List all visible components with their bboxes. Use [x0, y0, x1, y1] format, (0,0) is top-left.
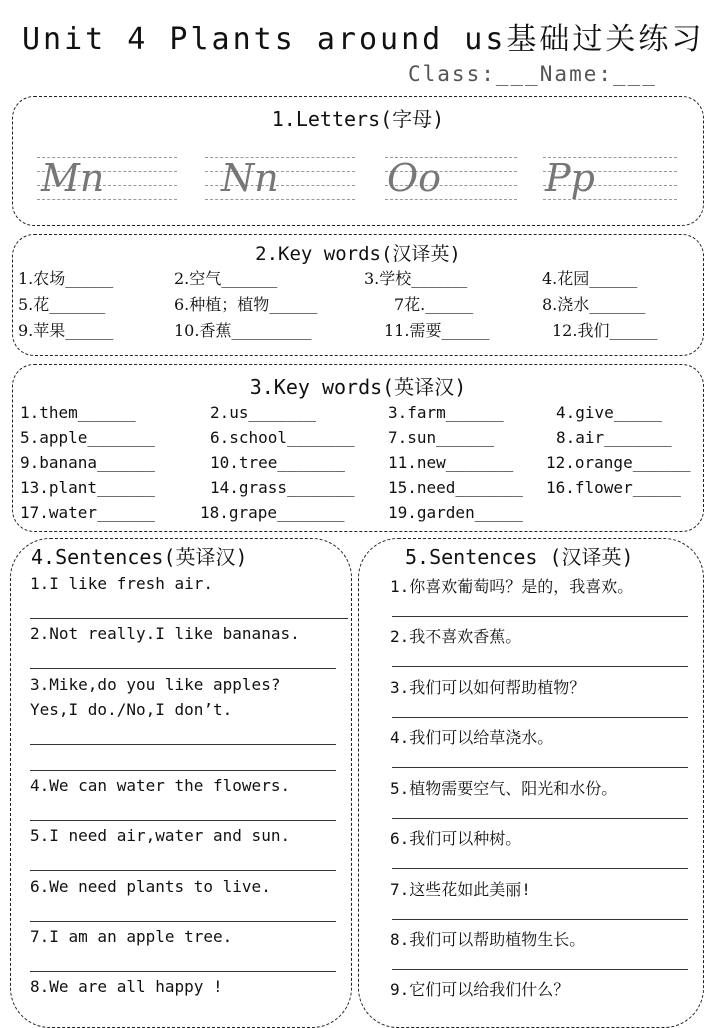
keyword-item[interactable]: 8.浇水_______ — [542, 295, 646, 314]
keyword-item[interactable]: 12.orange______ — [546, 453, 691, 472]
keyword-item[interactable]: 1.农场______ — [18, 269, 114, 288]
answer-line[interactable] — [392, 767, 688, 768]
sentence-item: 3.Mike,do you like apples? — [30, 675, 281, 694]
keyword-item[interactable]: 3.学校_______ — [364, 269, 468, 288]
keyword-item[interactable]: 16.flower_____ — [546, 478, 681, 497]
answer-line[interactable] — [30, 971, 336, 972]
letter-practice-mn[interactable] — [37, 151, 177, 207]
answer-line[interactable] — [392, 969, 688, 970]
answer-line[interactable] — [392, 818, 688, 819]
keyword-item[interactable]: 9.banana______ — [20, 453, 155, 472]
letter-oo: Oo — [387, 156, 442, 200]
keyword-item[interactable]: 17.water______ — [20, 503, 155, 522]
letter-practice-nn[interactable] — [205, 151, 355, 207]
keyword-item[interactable]: 13.plant______ — [20, 478, 155, 497]
keyword-item[interactable]: 8.air_______ — [556, 428, 672, 447]
keyword-item[interactable]: 6.种植；植物______ — [174, 295, 318, 314]
keyword-item[interactable]: 4.花园______ — [542, 269, 638, 288]
sentence-item: 6.We need plants to live. — [30, 877, 271, 896]
letter-pp: Pp — [545, 156, 595, 200]
keyword-item[interactable]: 3.farm______ — [388, 403, 504, 422]
keyword-item[interactable]: 15.need_______ — [388, 478, 523, 497]
keyword-item[interactable]: 11.需要______ — [384, 321, 490, 340]
answer-line[interactable] — [392, 868, 688, 869]
keyword-item[interactable]: 1.them______ — [20, 403, 136, 422]
keyword-item[interactable]: 18.grape_______ — [200, 503, 345, 522]
letter-nn: Nn — [221, 156, 279, 200]
sentence-item: 1.你喜欢葡萄吗？是的，我喜欢。 — [390, 577, 634, 596]
keyword-item[interactable]: 7.sun______ — [388, 428, 494, 447]
answer-line[interactable] — [30, 870, 336, 871]
answer-line[interactable] — [30, 668, 336, 669]
answer-line[interactable] — [30, 744, 336, 745]
keywords-en-cn-title: 3.Key words(英译汉) — [249, 375, 467, 399]
sentence-item: 1.I like fresh air. — [30, 574, 214, 593]
page-title: Unit 4 Plants around us基础过关练习 — [22, 22, 705, 57]
sentence-item: 5.I need air,water and sun. — [30, 826, 291, 845]
letters-section — [12, 96, 704, 226]
answer-line[interactable] — [392, 919, 688, 920]
keyword-item[interactable]: 5.花_______ — [18, 295, 106, 314]
keyword-item[interactable]: 19.garden_____ — [388, 503, 523, 522]
keyword-item[interactable]: 10.香蕉__________ — [174, 321, 312, 340]
keyword-item[interactable]: 11.new_______ — [388, 453, 514, 472]
answer-line[interactable] — [392, 616, 688, 617]
letters-section-title: 1.Letters(字母) — [271, 107, 445, 131]
sentence-item: 4.我们可以给草浇水。 — [390, 728, 554, 747]
sentence-item: 8.We are all happy ! — [30, 977, 223, 996]
answer-line[interactable] — [30, 618, 348, 619]
sentence-item: 7.这些花如此美丽! — [390, 880, 531, 899]
sentences-en-cn-title: 4.Sentences(英译汉) — [31, 545, 248, 569]
letter-practice-pp[interactable] — [543, 151, 677, 207]
letter-mn: Mn — [41, 156, 105, 200]
keyword-item[interactable]: 5.apple_______ — [20, 428, 155, 447]
sentence-item: 2.Not really.I like bananas. — [30, 624, 300, 643]
letter-practice-oo[interactable] — [385, 151, 517, 207]
sentence-item: 3.我们可以如何帮助植物？ — [390, 678, 586, 697]
sentences-cn-en-title: 5.Sentences (汉译英) — [405, 545, 634, 569]
sentence-item: Yes,I do./No,I don’t. — [30, 700, 233, 719]
sentence-item: 9.它们可以给我们什么？ — [390, 980, 570, 999]
sentence-item: 6.我们可以种树。 — [390, 829, 522, 848]
answer-line[interactable] — [392, 666, 688, 667]
sentence-item: 2.我不喜欢香蕉。 — [390, 627, 522, 646]
keyword-item[interactable]: 2.空气_______ — [174, 269, 278, 288]
sentence-item: 4.We can water the flowers. — [30, 776, 291, 795]
keyword-item[interactable]: 12.我们______ — [552, 321, 658, 340]
answer-line[interactable] — [30, 820, 336, 821]
answer-line[interactable] — [392, 717, 688, 718]
sentence-item: 5.植物需要空气、阳光和水份。 — [390, 779, 618, 798]
answer-line[interactable] — [30, 770, 336, 771]
keyword-item[interactable]: 10.tree_______ — [210, 453, 345, 472]
keyword-item[interactable]: 2.us_______ — [210, 403, 316, 422]
class-name-line: Class:___Name:___ — [408, 62, 657, 86]
keyword-item[interactable]: 14.grass_______ — [210, 478, 355, 497]
answer-line[interactable] — [30, 921, 336, 922]
keyword-item[interactable]: 9.苹果______ — [18, 321, 114, 340]
sentence-item: 7.I am an apple tree. — [30, 927, 233, 946]
sentence-item: 8.我们可以帮助植物生长。 — [390, 930, 586, 949]
keyword-item[interactable]: 6.school_______ — [210, 428, 355, 447]
keywords-cn-en-title: 2.Key words(汉译英) — [255, 243, 461, 265]
keyword-item[interactable]: 4.give_____ — [556, 403, 662, 422]
keyword-item[interactable]: 7花.______ — [394, 295, 474, 314]
